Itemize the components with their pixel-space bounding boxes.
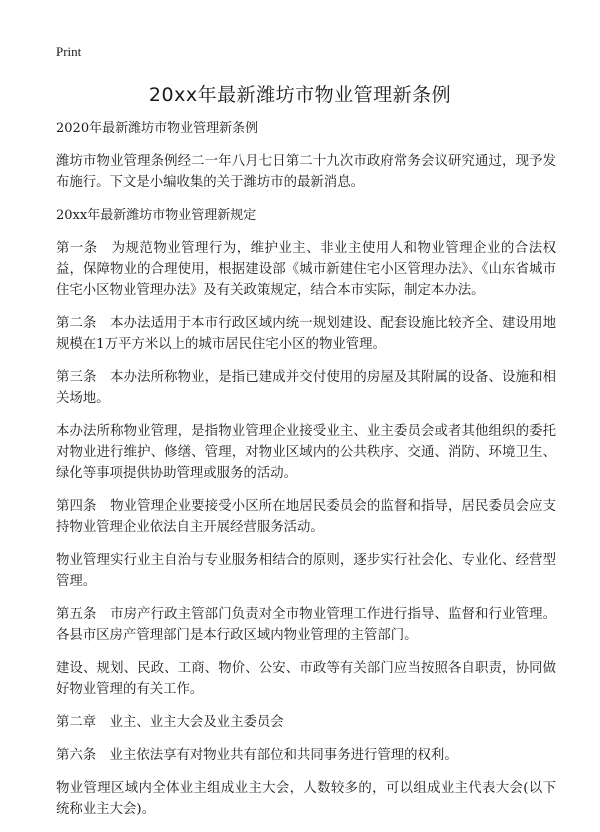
subtitle-paragraph: 2020年最新潍坊市物业管理新条例 (56, 121, 259, 136)
article-5-paragraph: 第五条 市房产行政主管部门负责对全市物业管理工作进行指导、监督和行业管理。各县市区房产管理部门是本行政区域内物业管理的主管部门。 (56, 607, 556, 643)
article-3-definition-paragraph: 本办法所称物业管理，是指物业管理企业接受业主、业主委员会或者其他组织的委托对物业进行维护、修缮、管理，对物业区域内的公共秩序、交通、消防、环境卫生、绿化等事项提供协助管理或服务的活动。 (56, 424, 556, 481)
document-body (56, 118, 556, 832)
article-3-paragraph: 第三条 本办法所称物业，是指已建成并交付使用的房屋及其附属的设备、设施和相关场地。 (56, 370, 556, 406)
article-5-departments-paragraph: 建设、规划、民政、工商、物价、公安、市政等有关部门应当按照各自职责，协同做好物业管理的有关工作。 (56, 661, 556, 697)
article-4-paragraph: 第四条 物业管理企业要接受小区所在地居民委员会的监督和指导，居民委员会应支持物业管理企业依法自主开展经营服务活动。 (56, 499, 556, 535)
article-2-paragraph: 第二条 本办法适用于本市行政区域内统一规划建设、配套设施比较齐全、建设用地规模在1万平方米以上的城市居民住宅小区的物业管理。 (56, 316, 556, 352)
article-1-paragraph: 第一条 为规范物业管理行为，维护业主、非业主使用人和物业管理企业的合法权益，保障物业的合理使用，根据建设部《城市新建住宅小区管理办法》、《山东省城市住宅小区物业管理办法》及有关政策规定，结合本市实际，制定本办法。 (56, 241, 556, 298)
section-heading-paragraph: 20xx年最新潍坊市物业管理新规定 (56, 208, 257, 223)
chapter-2-heading: 第二章 业主、业主大会及业主委员会 (56, 715, 284, 730)
print-label[interactable]: Print (56, 44, 82, 59)
article-6-paragraph: 第六条 业主依法享有对物业共有部位和共同事务进行管理的权利。 (56, 748, 458, 763)
intro-paragraph: 潍坊市物业管理条例经二一年八月七日第二十九次市政府常务会议研究通过，现予发布施行。下文是小编收集的关于潍坊市的最新消息。 (56, 154, 556, 190)
article-4-principle-paragraph: 物业管理实行业主自治与专业服务相结合的原则，逐步实行社会化、专业化、经营型管理。 (56, 553, 556, 589)
document-title: 20xx年最新潍坊市物业管理新条例 (148, 84, 452, 106)
owners-assembly-paragraph: 物业管理区域内全体业主组成业主大会，人数较多的，可以组成业主代表大会(以下统称业主大会)。 (56, 781, 556, 817)
